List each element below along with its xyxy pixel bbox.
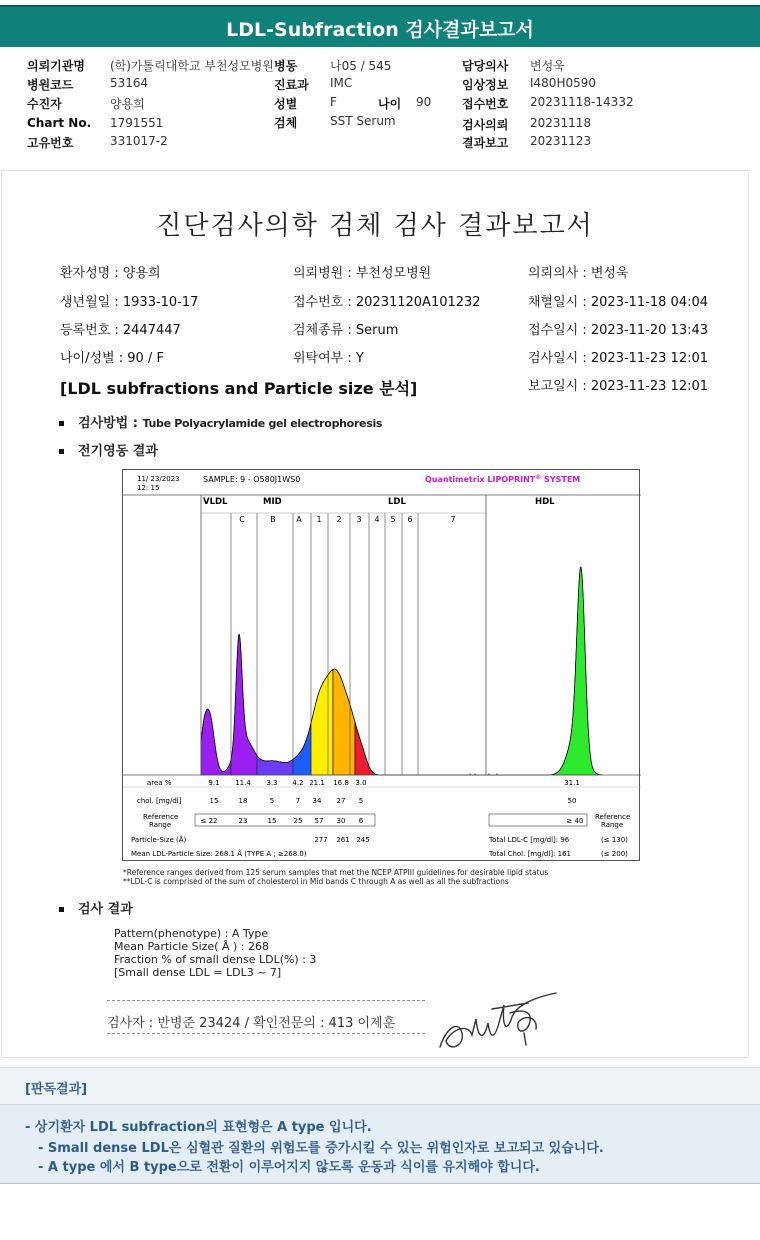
area-value: 21.1 — [309, 779, 325, 787]
group-mid: MID — [263, 497, 282, 507]
signer-line: 검사자 : 반병준 23424 / 확인전문의 : 413 이제훈 — [107, 1016, 396, 1031]
requesting-hospital: 의뢰병원 : 부천성모병원 — [293, 266, 432, 281]
report-time: 보고일시 : 2023-11-23 12:01 — [528, 379, 709, 394]
peak-vldl — [201, 709, 231, 775]
chol-value: 15 — [209, 797, 219, 805]
band-label-4: 4 — [374, 515, 380, 524]
bullet-icon — [59, 449, 64, 454]
area-value: 9.1 — [208, 779, 220, 787]
size-value: 277 — [314, 836, 328, 844]
bullet-icon — [59, 421, 64, 426]
specimen-type: 검체종류 : Serum — [293, 323, 399, 338]
judgement-header — [0, 1067, 760, 1104]
chol-value: 5 — [358, 797, 364, 805]
band-label-5: 5 — [390, 515, 396, 524]
embedded-lab-report — [1, 170, 749, 1058]
label-ward: 병동 — [274, 59, 298, 73]
ref-value: 25 — [293, 817, 303, 825]
patient-name: 환자성명 : 양용희 — [60, 266, 161, 281]
lab-report-title: 진단검사의학 검체 검사 결과보고서 — [156, 211, 594, 241]
value-specimen: SST Serum — [330, 114, 396, 128]
label-physician: 담당의사 — [462, 59, 509, 73]
area-value: 11.4 — [235, 779, 251, 787]
value-department: IMC — [330, 76, 353, 90]
size-value: 261 — [336, 836, 350, 844]
judgement-line-2: - Small dense LDL은 심혈관 질환의 위험도를 증가시킬 수 있는 위험인자로 보고되고 있습니다. — [38, 1141, 604, 1156]
birth-date: 생년월일 : 1933-10-17 — [60, 295, 199, 310]
chart-brand — [425, 474, 580, 484]
band-labels — [239, 515, 455, 524]
total-ldl: Total LDL-C [mg/dl]: 96 — [489, 836, 570, 844]
result-fraction: Fraction % of small dense LDL(%) : 3 — [114, 953, 317, 966]
judgement-line-3: - A type 에서 B type으로 전환이 이루어지지 않도록 운동과 식이를 유지해야 합니다. — [38, 1160, 540, 1175]
result-line — [59, 898, 133, 917]
consignment: 위탁여부 : Y — [293, 351, 364, 366]
ref-box-left — [195, 814, 375, 826]
row-chol-label: chol. [mg/dl] — [137, 797, 182, 805]
method-line — [59, 412, 382, 431]
bullet-icon — [59, 907, 64, 912]
method-value: Tube Polyacrylamide gel electrophoresis — [142, 417, 383, 430]
brand-name: Quantimetrix LIPOPRINT — [425, 475, 536, 484]
label-age: 나이 — [378, 97, 402, 111]
chol-value: 50 — [567, 797, 577, 805]
group-ldl: LDL — [388, 497, 406, 507]
row-area-label: area % — [147, 779, 172, 787]
group-vldl: VLDL — [203, 497, 228, 507]
electrophoresis-line — [59, 440, 158, 459]
ref-value: 23 — [238, 817, 248, 825]
value-report-date: 20231123 — [530, 134, 592, 148]
ref-value: ≥ 40 — [566, 817, 584, 825]
label-chart-no: Chart No. — [27, 116, 92, 130]
ref-value: ≤ 22 — [200, 817, 218, 825]
band-label-B: B — [270, 515, 276, 524]
chol-value: 7 — [295, 797, 301, 805]
label-clinical-info: 임상정보 — [462, 78, 509, 92]
brand-system: SYSTEM — [541, 475, 581, 484]
chart-time: 12: 15 — [137, 484, 160, 492]
chol-value: 18 — [238, 797, 248, 805]
value-unique-no: 331017-2 — [110, 134, 168, 148]
total-chol: Total Chol. [mg/dl]: 161 — [489, 850, 571, 858]
footnote-2: **LDL-C is comprised of the sum of cholesterol in Mid bands C through A as well as all the subfractions — [123, 877, 509, 886]
noise-dot — [496, 773, 497, 774]
registration-no: 등록번호 : 2447447 — [60, 323, 181, 338]
result-label: 검사 결과 — [78, 902, 133, 917]
lipoprint-chart — [122, 469, 640, 861]
age-sex: 나이/성별 : 90 / F — [60, 351, 164, 366]
label-unique-no: 고유번호 — [27, 136, 74, 150]
band-label-2: 2 — [336, 515, 342, 524]
area-value: 3.0 — [355, 779, 367, 787]
row-ref-label-right: Reference Range — [595, 813, 631, 829]
ref-value: 15 — [267, 817, 277, 825]
label-receipt-no: 접수번호 — [462, 97, 509, 111]
value-age: 90 — [416, 95, 432, 109]
label-patient: 수진자 — [27, 97, 62, 111]
handwritten-signature — [432, 989, 562, 1059]
ref-value: 6 — [358, 817, 364, 825]
value-physician: 변성욱 — [530, 59, 565, 73]
result-block — [114, 927, 316, 979]
group-hdl: HDL — [535, 497, 555, 507]
chol-value: 27 — [336, 797, 346, 805]
judgement-line-1: - 상기환자 LDL subfraction의 표현형은 A type 입니다. — [25, 1120, 372, 1135]
header-fields — [0, 0, 760, 160]
label-department: 진료과 — [274, 78, 309, 92]
chart-date: 11/ 23/2023 — [137, 475, 180, 483]
band-label-6: 6 — [407, 515, 413, 524]
value-sex: F — [330, 95, 337, 109]
chart-table-values — [201, 779, 584, 844]
ref-value: 57 — [314, 817, 324, 825]
test-time: 검사일시 : 2023-11-23 12:01 — [528, 351, 709, 366]
row-mean-label: Mean LDL-Particle Size: 268.1 Å (TYPE A ; ≥268.0) — [131, 850, 307, 858]
value-receipt-no: 20231118-14332 — [530, 95, 634, 109]
peak-ldl-3 — [355, 722, 375, 775]
judgement-body — [0, 1104, 760, 1184]
method-label: 검사방법 : — [78, 416, 138, 431]
size-value: 245 — [356, 836, 370, 844]
area-value: 3.3 — [266, 779, 278, 787]
noise-dot — [488, 773, 489, 774]
value-clinical-info: I480H0590 — [530, 76, 597, 90]
result-mean-size: Mean Particle Size( Å ) : 268 — [114, 940, 269, 953]
band-label-A: A — [296, 515, 302, 524]
chart-sample: SAMPLE: 9 - O580J1WS0 — [203, 475, 301, 484]
chol-value: 34 — [312, 797, 322, 805]
value-hospital-code: 53164 — [110, 76, 149, 90]
value-institution: (학)가톨릭대학교 부천성모병원 — [110, 59, 274, 73]
footnote-1: *Reference ranges derived from 125 serum samples that met the NCEP ATPIII guidelines for desirable lipid status — [123, 868, 549, 877]
band-label-3: 3 — [356, 515, 362, 524]
noise-dot — [474, 773, 475, 774]
section-heading: [LDL subfractions and Particle size 분석] — [60, 379, 418, 398]
total-chol-ref: (≤ 200) — [601, 850, 628, 858]
label-hospital-code: 병원코드 — [27, 78, 74, 92]
requesting-physician: 의뢰의사 : 변성욱 — [528, 266, 629, 281]
band-label-1: 1 — [316, 515, 322, 524]
value-patient: 양용희 — [110, 97, 145, 111]
label-request-date: 검사의뢰 — [462, 118, 509, 132]
label-report-date: 결과보고 — [462, 136, 509, 150]
area-value: 4.2 — [292, 779, 304, 787]
chol-value: 5 — [269, 797, 275, 805]
noise-dot — [469, 773, 470, 774]
band-label-C: C — [239, 515, 245, 524]
receipt-time: 접수일시 : 2023-11-20 13:43 — [528, 323, 709, 338]
signature-top-rule — [107, 1000, 425, 1001]
peak-ldl-2 — [333, 669, 355, 775]
report-title: LDL-Subfraction 검사결과보고서 — [226, 19, 534, 41]
peak-mid-b — [257, 755, 293, 775]
band-label-7: 7 — [450, 515, 456, 524]
value-ward: 나05 / 545 — [330, 59, 392, 73]
ref-value: 30 — [336, 817, 346, 825]
electrophoresis-label: 전기영동 결과 — [78, 444, 158, 459]
collection-time: 채혈일시 : 2023-11-18 04:04 — [528, 295, 709, 310]
value-chart-no: 1791551 — [110, 116, 164, 130]
row-ref-label: Reference Range — [143, 813, 179, 829]
lipoprint-svg — [123, 470, 641, 862]
area-value: 31.1 — [564, 779, 580, 787]
value-request-date: 20231118 — [530, 116, 592, 130]
judgement-heading: [판독결과] — [25, 1082, 88, 1097]
label-sex: 성별 — [274, 97, 298, 111]
receipt-number: 접수번호 : 20231120A101232 — [293, 295, 481, 310]
area-value: 16.8 — [333, 779, 349, 787]
signature-bottom-rule — [107, 1033, 425, 1034]
row-size-label: Particle-Size (Å) — [131, 836, 187, 844]
label-specimen: 검체 — [274, 116, 298, 130]
result-pattern: Pattern(phenotype) : A Type — [114, 927, 269, 940]
label-institution: 의뢰기관명 — [27, 59, 85, 73]
result-definition: [Small dense LDL = LDL3 ~ 7] — [114, 966, 282, 979]
brand-registered: ® — [535, 474, 542, 481]
total-ldl-ref: (≤ 130) — [601, 836, 628, 844]
